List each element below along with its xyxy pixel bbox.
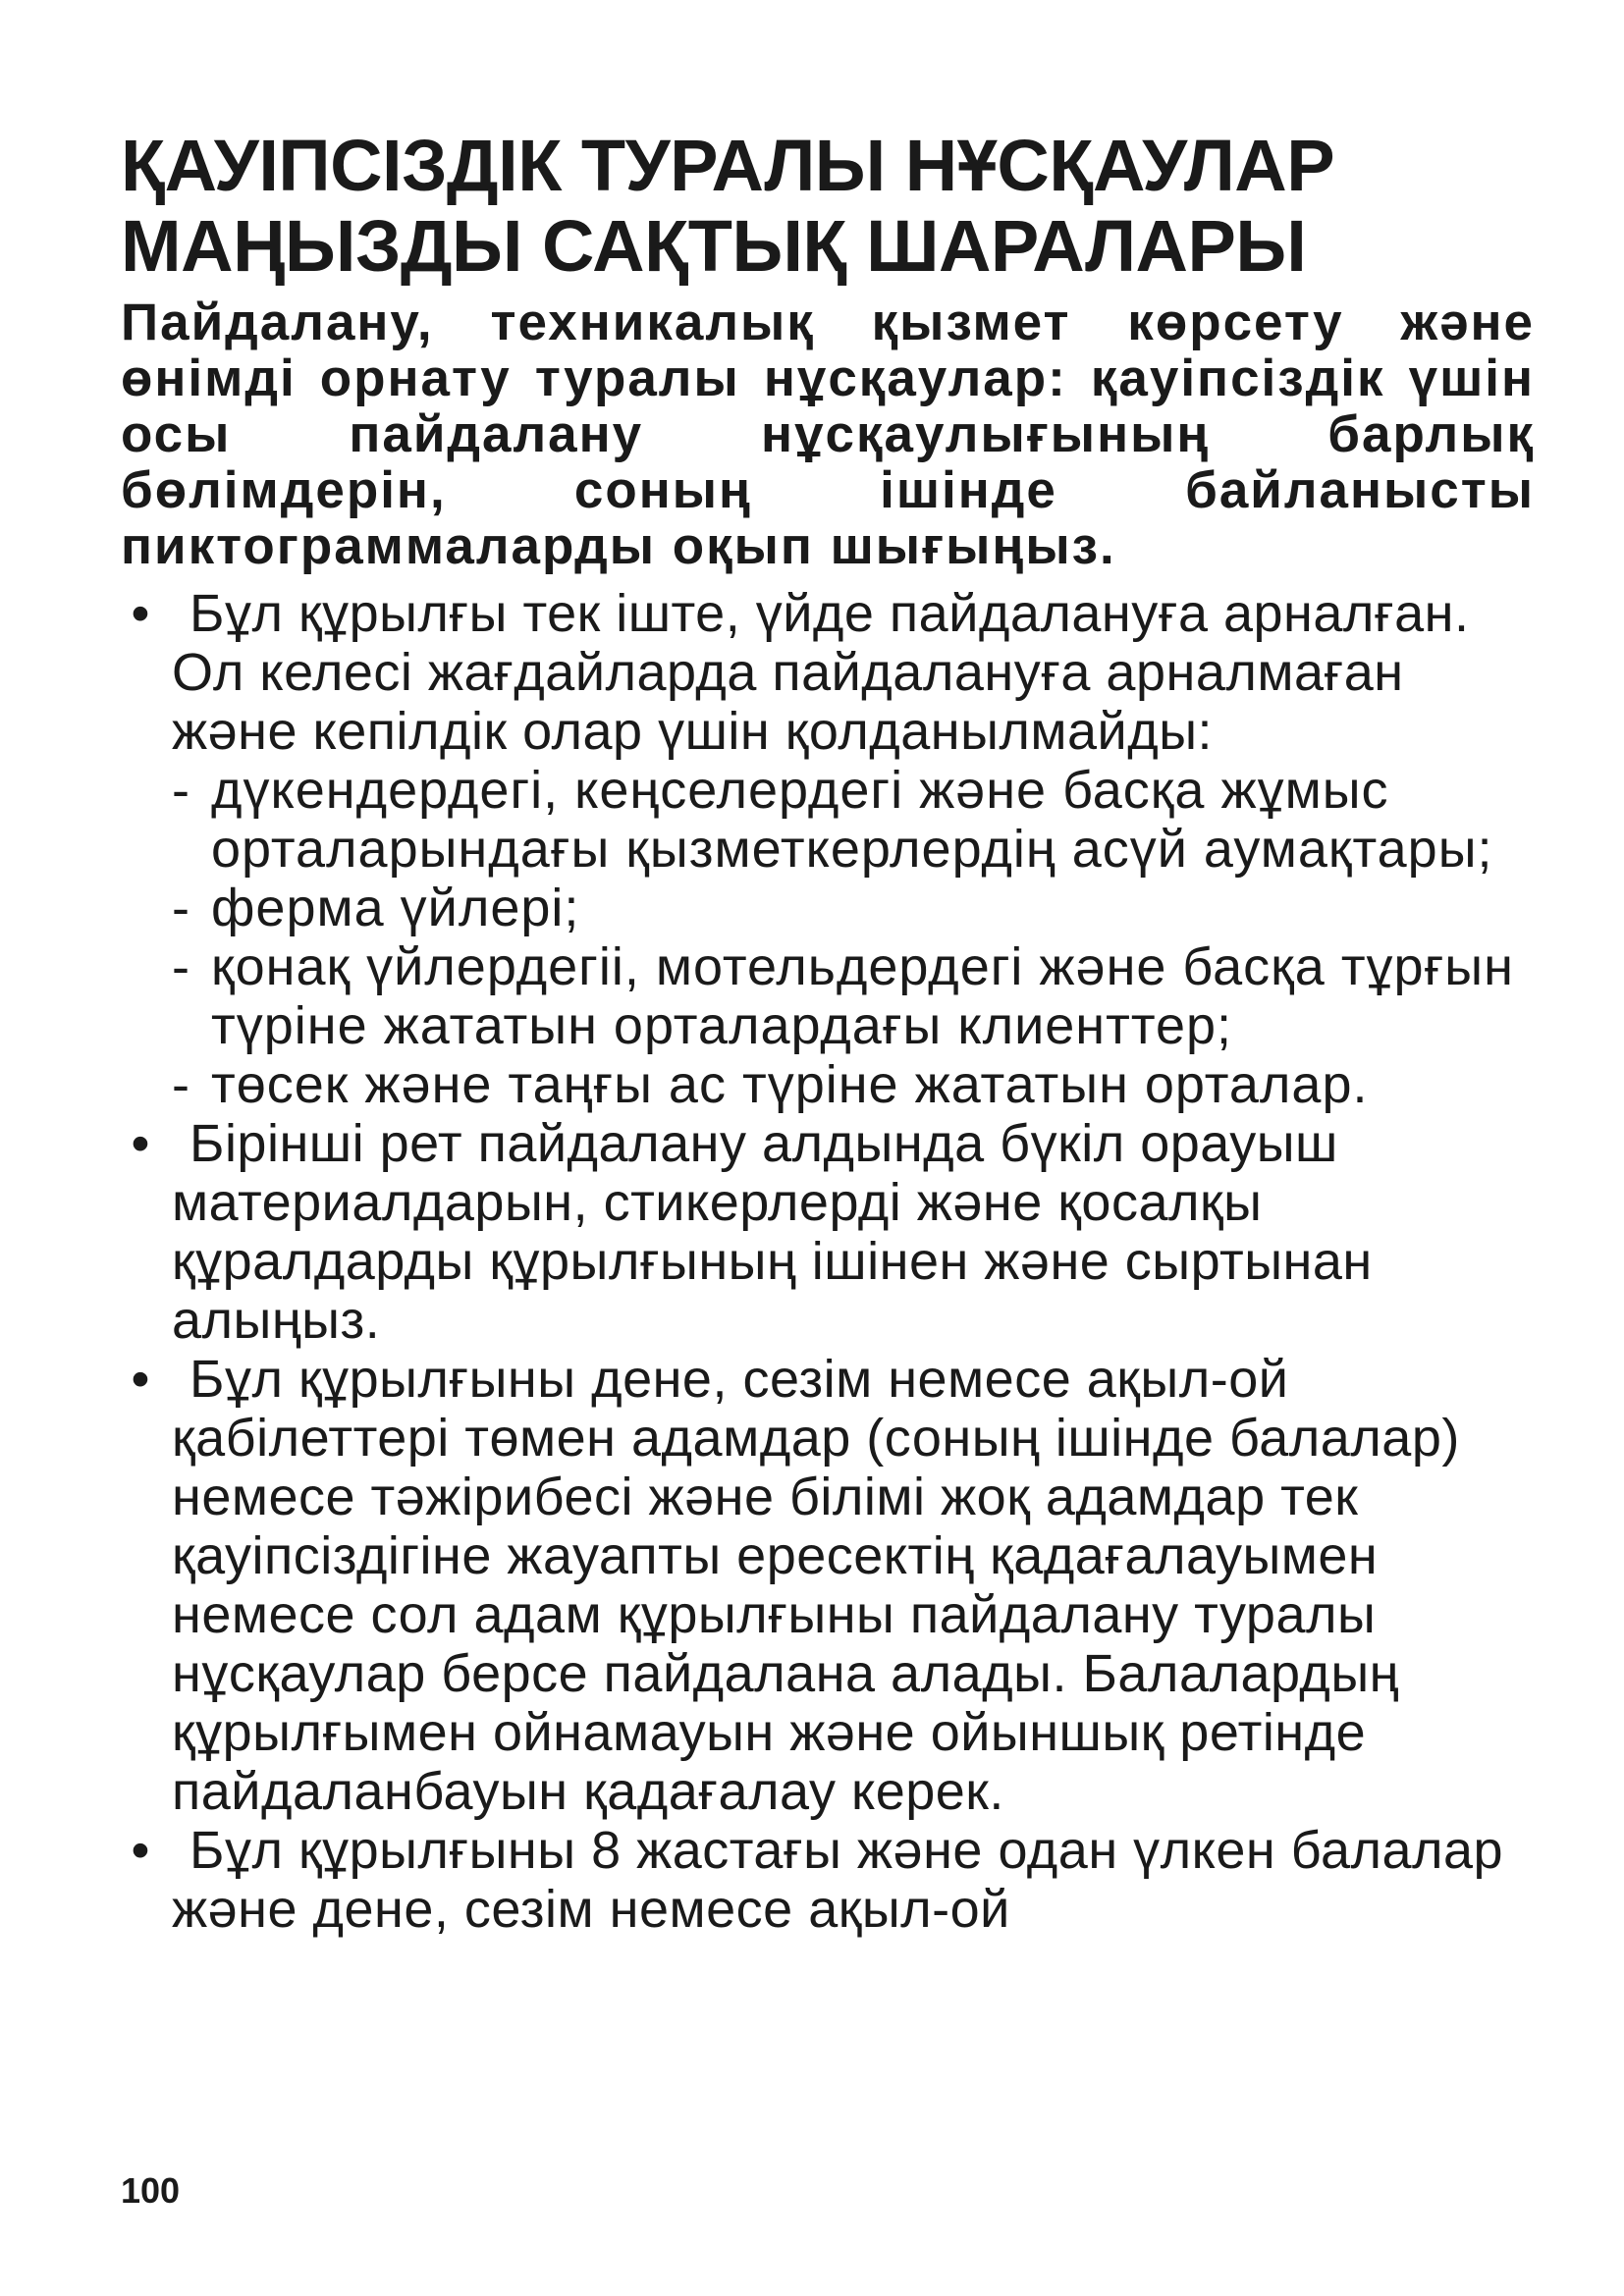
list-item-text: Бұл құрылғыны 8 жастағы және одан үлкен балалар және дене, сезім немесе ақыл-ой bbox=[172, 1821, 1504, 1939]
page-content bbox=[121, 126, 1535, 1939]
intro-paragraph: Пайдалану, техникалық қызмет көрсету және өнімді орнату туралы нұсқаулар: қауіпсіздік үшін осы пайдалану нұсқаулығының барлық бөлімдерін, соның ішінде байланысты пиктограммаларды оқып шығыңыз. bbox=[121, 294, 1535, 575]
sub-list-item bbox=[172, 879, 1535, 937]
dash-marker: - bbox=[172, 937, 190, 996]
list-item bbox=[121, 1350, 1535, 1821]
list-item-text: Бірінші рет пайдалану алдында бүкіл орауыш материалдарын, стикерлерді және қосалқы құралдарды құрылғының ішінен және сыртынан алыңыз. bbox=[172, 1114, 1373, 1350]
bullet-marker: • bbox=[131, 1114, 150, 1173]
sub-list-item-text: төсек және таңғы ас түріне жататын орталар. bbox=[211, 1055, 1369, 1114]
dash-marker: - bbox=[172, 1055, 190, 1114]
dash-marker: - bbox=[172, 879, 190, 937]
bullet-marker: • bbox=[131, 1350, 150, 1409]
list-item bbox=[121, 1114, 1535, 1350]
bullet-marker: • bbox=[131, 1821, 150, 1880]
list-item-text: Бұл құрылғыны дене, сезім немесе ақыл-ой қабілеттері төмен адамдар (соның ішінде балалар) немесе тәжірибесі және білімі жоқ адамдар тек қауіпсіздігіне жауапты ересектің қадағалауымен немесе сол адам құрылғыны пайдалану туралы нұсқаулар берсе пайдалана алады. Балалардың құрылғымен ойнамауын және ойыншық ретінде пайдаланбауын қадағалау керек. bbox=[172, 1350, 1460, 1821]
sub-list-item-text: қонақ үйлердегіі, мотельдердегі және басқа тұрғын түріне жататын орталардағы клиенттер; bbox=[211, 937, 1514, 1055]
bullet-marker: • bbox=[131, 584, 150, 643]
dash-marker: - bbox=[172, 761, 190, 820]
safety-list bbox=[121, 584, 1535, 1939]
sub-list-item-text: ферма үйлері; bbox=[211, 879, 580, 937]
title-line-2: МАҢЫЗДЫ САҚТЫҚ ШАРАЛАРЫ bbox=[121, 205, 1307, 287]
list-item-text: Бұл құрылғы тек іште, үйде пайдалануға арналған. Ол келесі жағдайларда пайдалануға арналмаған және кепілдік олар үшін қолданылмайды: bbox=[172, 584, 1470, 761]
sub-list bbox=[172, 761, 1535, 1114]
sub-list-item bbox=[172, 1055, 1535, 1114]
title-line-1: ҚАУІПСІЗДІК ТУРАЛЫ НҰСҚАУЛАР bbox=[121, 125, 1335, 206]
page-title bbox=[121, 126, 1535, 287]
list-item bbox=[121, 584, 1535, 1114]
list-item bbox=[121, 1821, 1535, 1939]
sub-list-item-text: дүкендердегі, кеңселердегі және басқа жұмыс орталарындағы қызметкерлердің асүй аумақтары; bbox=[211, 761, 1493, 879]
sub-list-item bbox=[172, 937, 1535, 1055]
page-number: 100 bbox=[121, 2170, 181, 2211]
sub-list-item bbox=[172, 761, 1535, 879]
